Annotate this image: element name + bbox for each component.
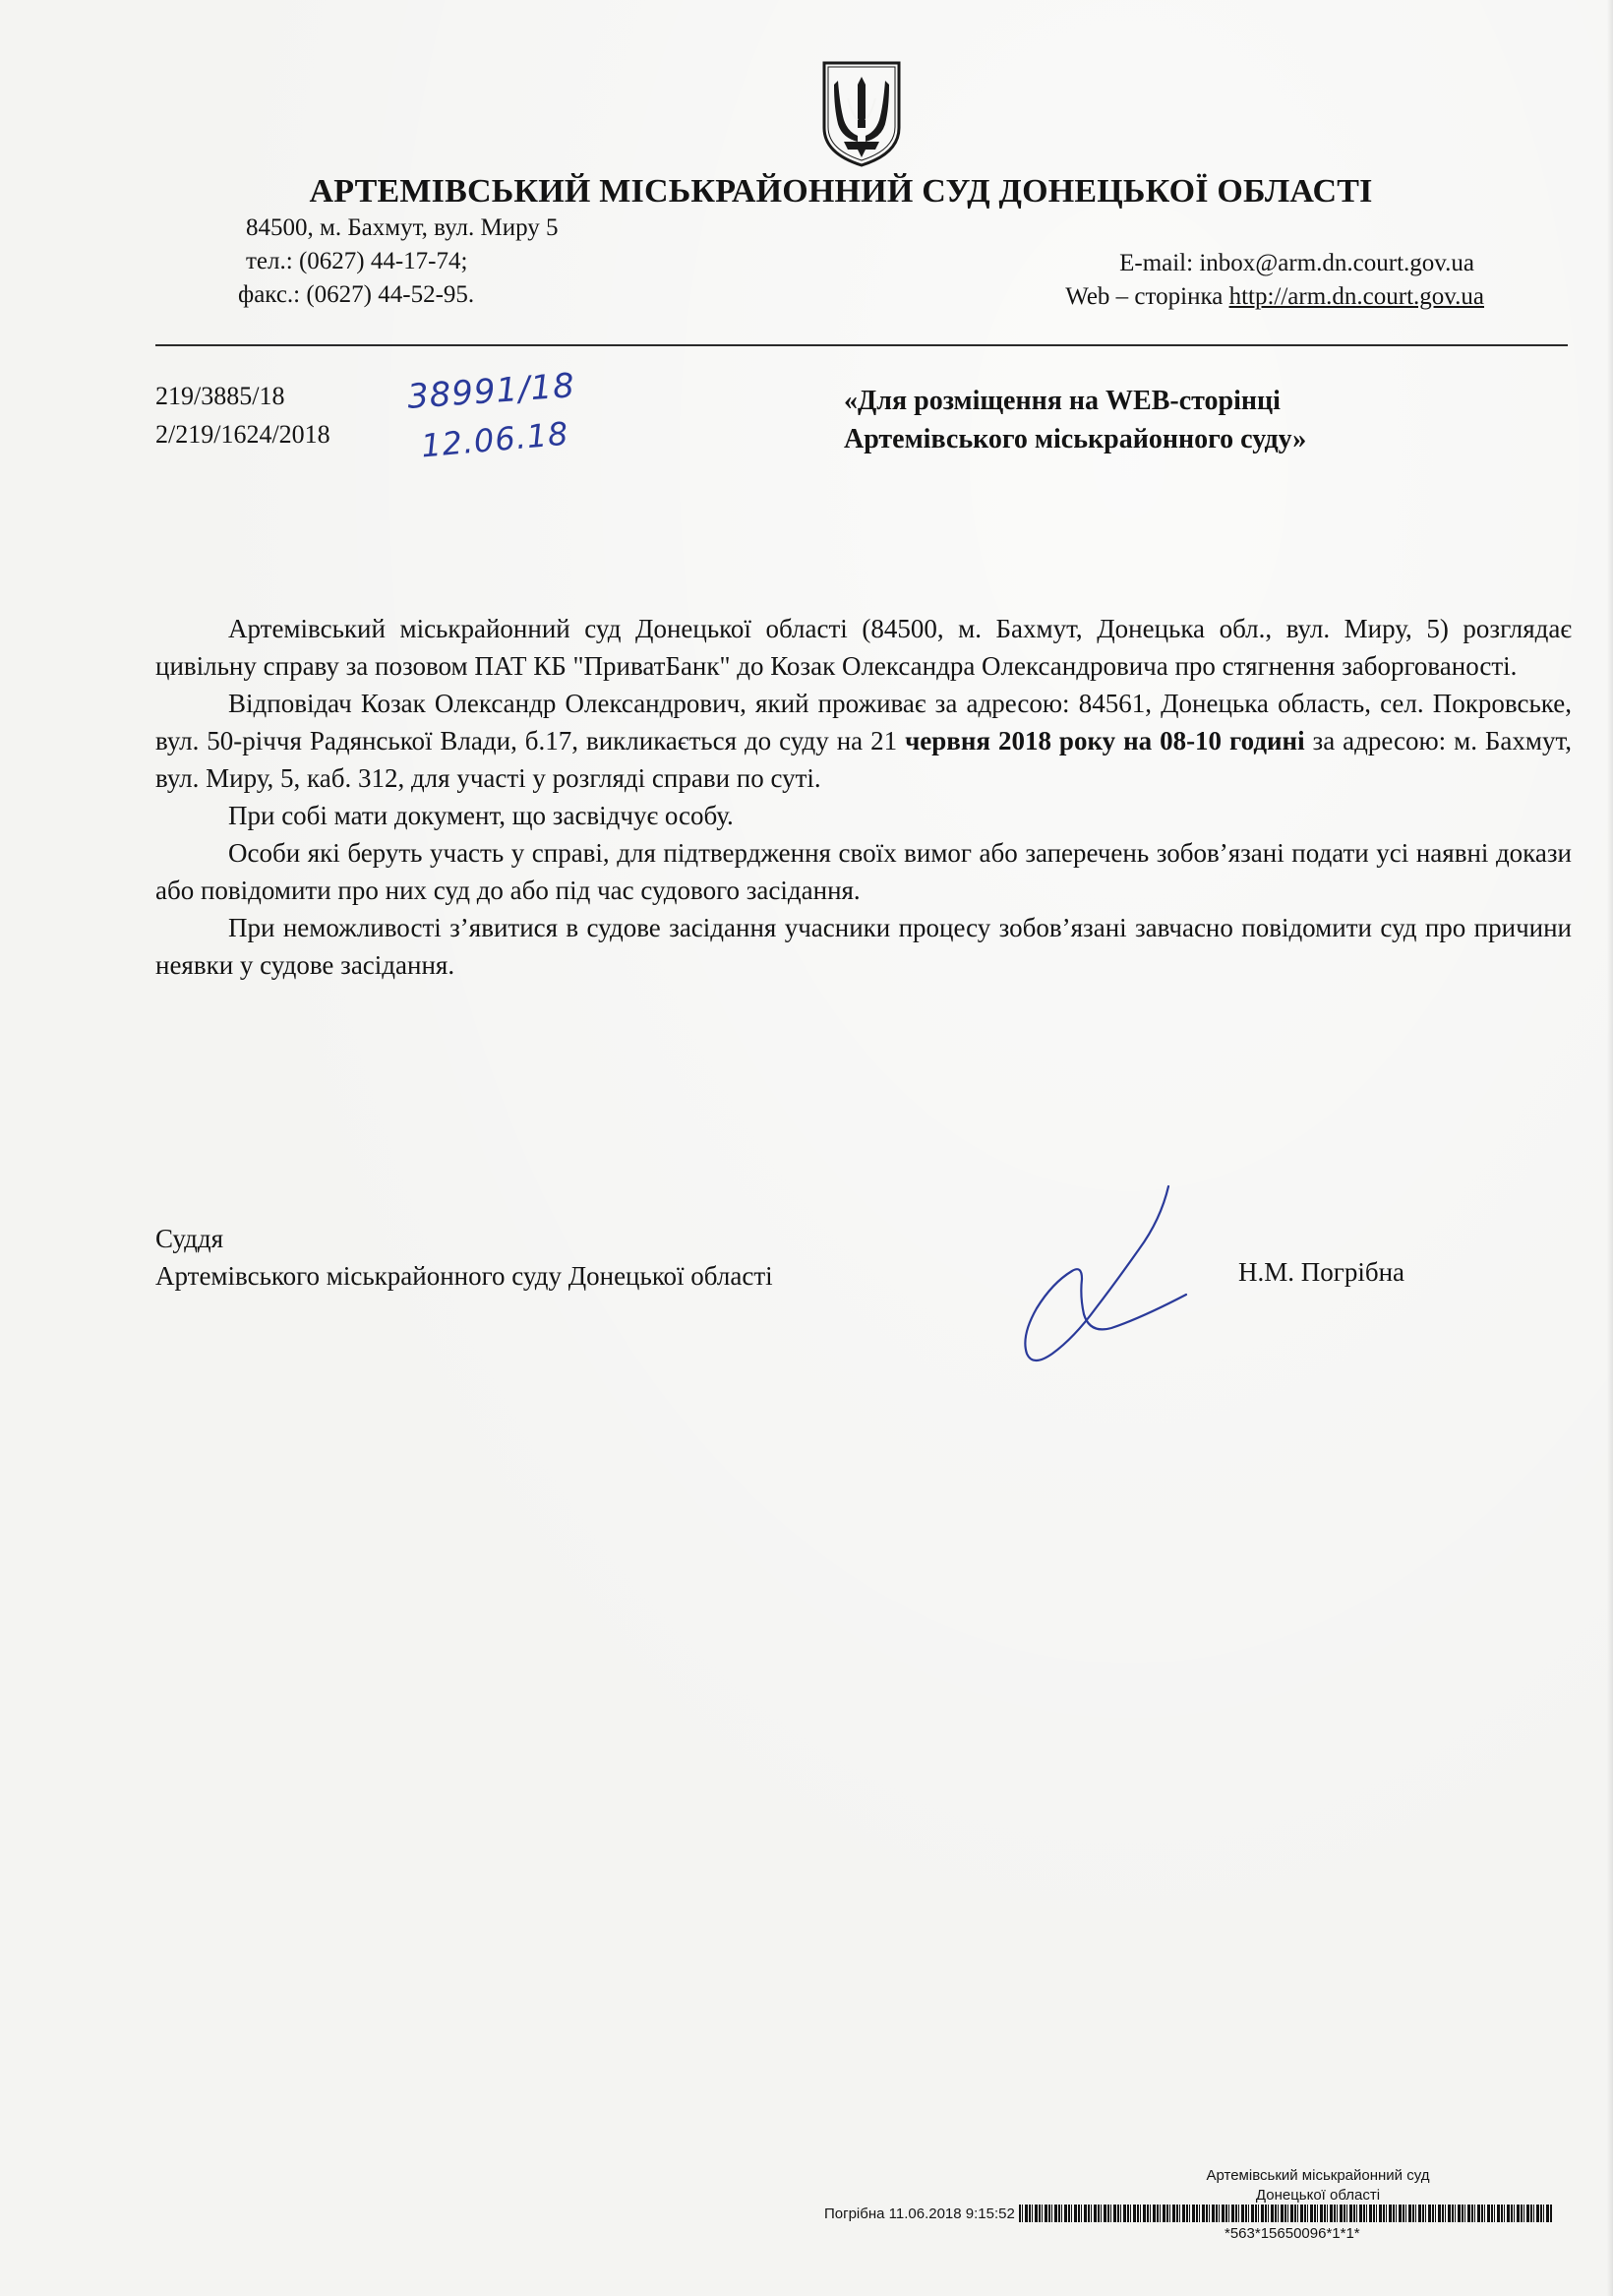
case-number: 219/3885/18	[155, 382, 285, 410]
court-web-link[interactable]: http://arm.dn.court.gov.ua	[1228, 283, 1484, 310]
court-web-prefix: Web – сторінка	[1065, 283, 1229, 310]
registry-stamp-user-time: Погрібна 11.06.2018 9:15:52	[824, 2205, 1015, 2222]
barcode-icon	[1019, 2205, 1552, 2222]
hearing-date-time: червня 2018 року на 08-10 годині	[905, 726, 1305, 755]
registry-stamp-line	[824, 2204, 1552, 2223]
paragraph-4: Особи які беруть участь у справі, для підтвердження своїх вимог або заперечень зобов’язані подати усі наявні докази або повідомити про них суд до або під час судового засідання.	[155, 838, 1572, 905]
registry-stamp-court-line-2: Донецької області	[1255, 2187, 1381, 2204]
paragraph-2-start: Відповідач Козак Олександр Олександрович, який проживає за адресою: 84561, Донецька область, сел. Покровське, вул. 50-річчя Радянської Влади, б.17, викликається до суду на 21	[155, 689, 1572, 755]
paragraph-3: При собі мати документ, що засвідчує особу.	[228, 801, 734, 830]
judge-title: Суддя	[155, 1224, 224, 1253]
page-edge-shadow	[1607, 0, 1613, 2296]
handwritten-reg-number: 38991/18	[405, 366, 577, 417]
court-email: E-mail: inbox@arm.dn.court.gov.ua	[1119, 250, 1474, 276]
paragraph-2	[155, 685, 1572, 797]
proceeding-number: 2/219/1624/2018	[155, 420, 330, 449]
handwritten-signature	[1013, 1180, 1200, 1377]
registry-stamp-court	[1170, 2166, 1465, 2205]
placement-note	[844, 382, 1306, 458]
registry-stamp-court-line-1: Артемівський міськрайонний суд	[1206, 2167, 1430, 2184]
registry-stamp-code: *563*15650096*1*1*	[1225, 2225, 1360, 2242]
paragraph-1: Артемівський міськрайонний суд Донецької області (84500, м. Бахмут, Донецька обл., вул. Миру, 5) розглядає цивільну справу за позовом ПАТ КБ "ПриватБанк" до Козак Олександра Олександровича про стягнення заборгованості.	[155, 614, 1572, 681]
handwritten-reg-date: 12.06.18	[419, 414, 570, 465]
court-name-heading	[0, 173, 1613, 211]
header-divider	[155, 344, 1568, 346]
placement-note-line-1: «Для розміщення на WEB-сторінці	[844, 386, 1281, 416]
notice-body	[155, 610, 1572, 984]
court-phone: тел.: (0627) 44-17-74;	[246, 248, 468, 274]
court-fax: факс.: (0627) 44-52-95.	[238, 281, 475, 308]
paragraph-2-end: за адресою: м. Бахмут, вул. Миру, 5, каб. 312, для участі у розгляді справи по суті.	[155, 726, 1572, 793]
placement-note-line-2: Артемівського міськрайонного суду»	[844, 424, 1307, 454]
court-address: 84500, м. Бахмут, вул. Миру 5	[246, 214, 559, 241]
judge-court: Артемівського міськрайонного суду Донецької області	[155, 1261, 773, 1291]
court-name-text: АРТЕМІВСЬКИЙ МІСЬКРАЙОННИЙ СУД ДОНЕЦЬКОЇ ОБЛАСТІ	[309, 173, 1373, 210]
judge-block	[155, 1220, 773, 1295]
paragraph-5: При неможливості з’явитися в судове засідання учасники процесу зобов’язані завчасно повідомити суд про причини неявки у судове засідання.	[155, 913, 1572, 980]
court-web	[1065, 283, 1484, 311]
trident-emblem-icon	[818, 59, 905, 169]
judge-name: Н.М. Погрібна	[1238, 1257, 1405, 1287]
